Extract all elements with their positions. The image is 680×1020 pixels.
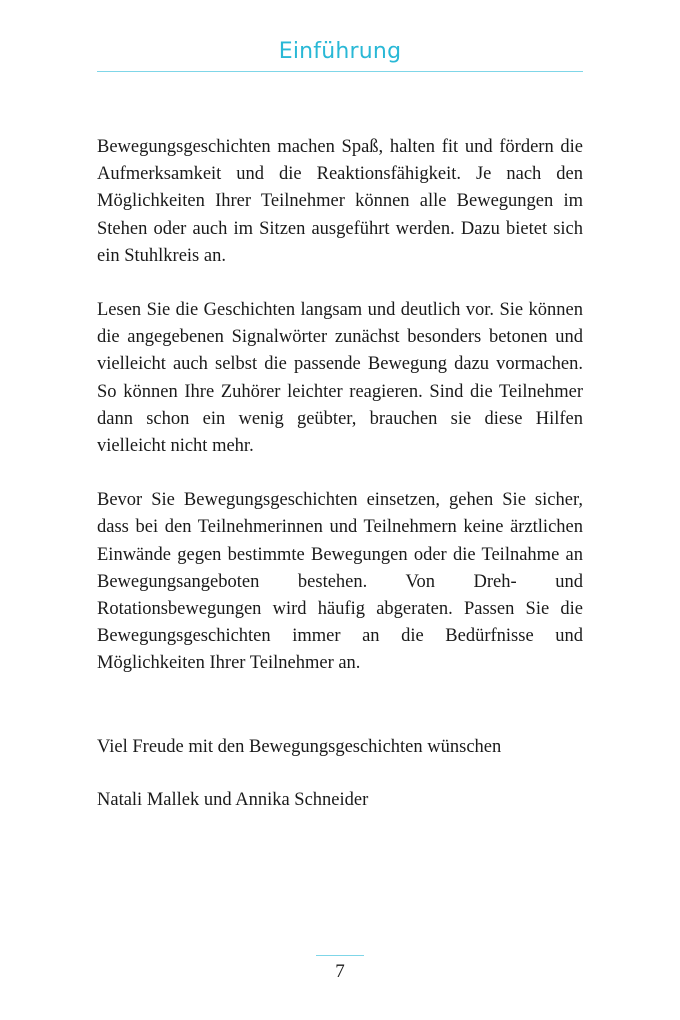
body-text bbox=[97, 134, 583, 814]
header-divider bbox=[97, 71, 583, 72]
chapter-title: Einführung bbox=[278, 39, 402, 64]
paragraph-safety-note: Bevor Sie Bewegungsgeschichten einsetzen, gehen Sie sicher, dass bei den Teilnehmerinnen und Teilnehmern keine ärztlichen Einwände gegen bestimmte Bewegungen oder die Teilnahme an Bewegungsangeboten bestehen. Von Dreh- und Rotationsbewegungen wird häufig abgeraten. Passen Sie die Bewegungsgeschichten immer an die Bedürfnisse und Möglichkeiten Ihrer Teilnehmer an. bbox=[97, 490, 583, 674]
paragraph-intro: Bewegungsgeschichten machen Spaß, halten fit und fördern die Aufmerksamkeit und die Reaktionsfähigkeit. Je nach den Möglichkeiten Ihrer Teilnehmer können alle Bewegungen im Stehen oder auch im Sitzen ausgeführt werden. Dazu bietet sich ein Stuhlkreis an. bbox=[97, 137, 583, 266]
page-number: 7 bbox=[335, 961, 345, 982]
paragraph-reading-tips: Lesen Sie die Geschichten langsam und deutlich vor. Sie können die angegebenen Signalwörter zunächst besonders betonen und vielleicht auch selbst die passende Bewegung dazu vormachen. So können Ihre Zuhörer leichter reagieren. Sind die Teilnehmer dann schon ein wenig geübter, brauchen sie diese Hilfen vielleicht nicht mehr. bbox=[97, 300, 583, 457]
page-header bbox=[97, 38, 583, 66]
footer-divider bbox=[316, 955, 364, 956]
closing-line: Viel Freude mit den Bewegungsgeschichten wünschen bbox=[97, 736, 502, 757]
author-names: Natali Mallek und Annika Schneider bbox=[97, 789, 369, 810]
